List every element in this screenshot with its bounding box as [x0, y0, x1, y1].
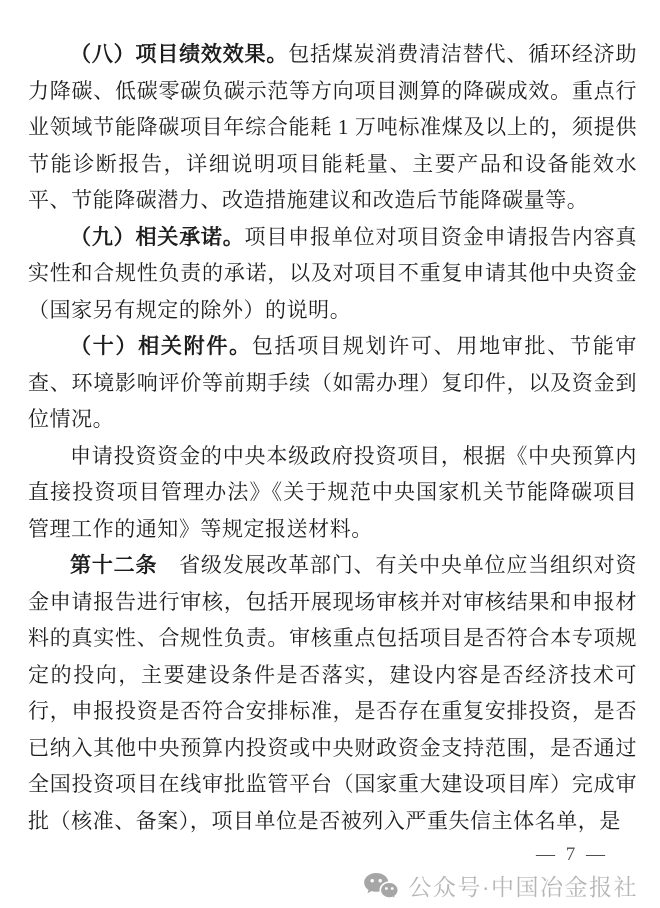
- paragraph-text-segment: 申请投资资金的中央本级政府投资项目，根据《中央预算内直接投资项目管理办法》《关于规范中央国家机关节能降碳项目管理工作的通知》等规定报送材料。: [28, 443, 637, 541]
- wechat-icon: [363, 872, 399, 900]
- paragraph-heading-segment: 第十二条: [70, 553, 158, 577]
- paragraph-text-segment: 包括项目规划许可、用地审批、节能审查、环境影响评价等前期手续（如需办理）复印件，以及资金到位情况。: [28, 334, 637, 431]
- paragraph: [28, 438, 637, 548]
- paragraph: [28, 547, 637, 839]
- page-number: — 7 —: [536, 844, 608, 865]
- paragraph-heading-segment: （九）相关承诺。: [70, 224, 245, 249]
- watermark: [363, 869, 638, 902]
- watermark-text: 公众号·中国冶金报社: [408, 874, 638, 900]
- paragraph: [28, 219, 637, 329]
- paragraph-heading-segment: （八）项目绩效效果。: [70, 42, 289, 66]
- paragraph: [28, 328, 637, 438]
- paragraph-heading-segment: （十）相关附件。: [70, 334, 252, 358]
- paragraph: [28, 36, 637, 219]
- paragraph-text-segment: 项目申报单位对项目资金申请报告内容真实性和合规性负责的承诺，以及对项目不重复申请其他中央资金（国家另有规定的除外）的说明。: [28, 224, 637, 322]
- document-body: [28, 36, 637, 839]
- paragraph-text-segment: 包括煤炭消费清洁替代、循环经济助力降碳、低碳零碳负碳示范等方向项目测算的降碳成效。重点行业领域节能降碳项目年综合能耗 1 万吨标准煤及以上的，须提供节能诊断报告，详细说明项目能耗量、主要产品和设备能效水平、节能降碳潜力、改造措施建议和改造后节能降碳量等。: [28, 42, 637, 212]
- paragraph-text-segment: 省级发展改革部门、有关中央单位应当组织对资金申请报告进行审核，包括开展现场审核并对审核结果和申报材料的真实性、合规性负责。审核重点包括项目是否符合本专项规定的投向，主要建设条件是否落实，建设内容是否经济技术可行，申报投资是否符合安排标准，是否存在重复安排投资，是否已纳入其他中央预算内投资或中央财政资金支持范围，是否通过全国投资项目在线审批监管平台（国家重大建设项目库）完成审批（核准、备案），项目单位是否被列入严重失信主体名单，是: [28, 553, 637, 833]
